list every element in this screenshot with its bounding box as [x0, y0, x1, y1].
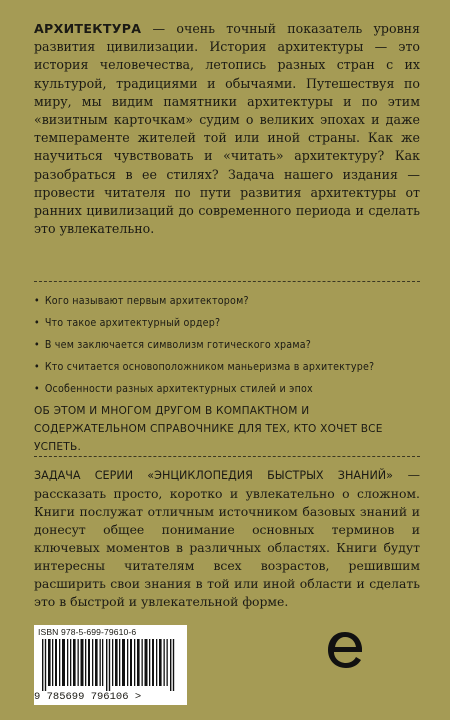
bullet: •: [34, 361, 40, 373]
dashed-divider-bottom: [34, 456, 420, 457]
question-item: [34, 334, 424, 356]
question-item: [34, 290, 424, 312]
isbn-text: ISBN 978-5-699-79610-6: [38, 627, 137, 637]
series-text: — рассказать просто, коротко и увлекательно о сложном. Книги послужат отличным источником базовых знаний и донесут общее понимание основных терминов и ключевых моментов в различных областях. Книги будут интересны читателям всех возрастов, решившим расширить свои знания в той или иной области и сделать это в быстрой и увлекательной форме.: [34, 467, 420, 609]
question-item: [34, 356, 424, 378]
question-item: [34, 378, 424, 400]
series-title: ЗАДАЧА СЕРИИ «ЭНЦИКЛОПЕДИЯ БЫСТРЫХ ЗНАНИЙ»: [34, 469, 394, 482]
question-text: Особенности разных архитектурных стилей и эпох: [44, 383, 313, 395]
barcode-block: [34, 625, 187, 705]
ean-digits: 9 785699 796106 >: [34, 691, 142, 703]
barcode-icon: [42, 639, 179, 691]
intro-paragraph: [34, 20, 420, 238]
question-list: [34, 290, 424, 400]
question-text: В чем заключается символизм готического храма?: [44, 339, 312, 351]
dashed-divider-top: [34, 281, 420, 282]
series-paragraph: [34, 466, 420, 611]
bullet: •: [34, 339, 40, 351]
bullet: •: [34, 295, 40, 307]
publisher-e-logo-icon: [325, 628, 365, 672]
intro-lead-word: АРХИТЕКТУРА: [34, 21, 142, 36]
intro-text: — очень точный показатель уровня развития цивилизации. История архитектуры — это история человечества, летопись разных стран с их культурой, традициями и обычаями. Путешествуя по миру, мы видим памятники архитектуры и по этим «визитным карточкам» судим о великих эпохах и даже темпераменте жителей той или иной страны. Как же научиться чувствовать и «читать» архитектуру? Как разобраться в ее стилях? Задача нашего издания — провести читателя по пути развития архитектуры от ранних цивилизаций до современного периода и сделать это увлекательно.: [34, 21, 420, 237]
bullet: •: [34, 383, 40, 395]
question-item: [34, 312, 424, 334]
bullet: •: [34, 317, 40, 329]
question-text: Что такое архитектурный ордер?: [44, 317, 221, 329]
question-text: Кого называют первым архитектором?: [44, 295, 249, 307]
outro-text: ОБ ЭТОМ И МНОГОМ ДРУГОМ В КОМПАКТНОМ И СОДЕРЖАТЕЛЬНОМ СПРАВОЧНИКЕ ДЛЯ ТЕХ, КТО ХОЧЕТ ВСЕ УСПЕТЬ.: [34, 405, 383, 453]
question-text: Кто считается основоположником маньеризма в архитектуре?: [44, 361, 375, 373]
